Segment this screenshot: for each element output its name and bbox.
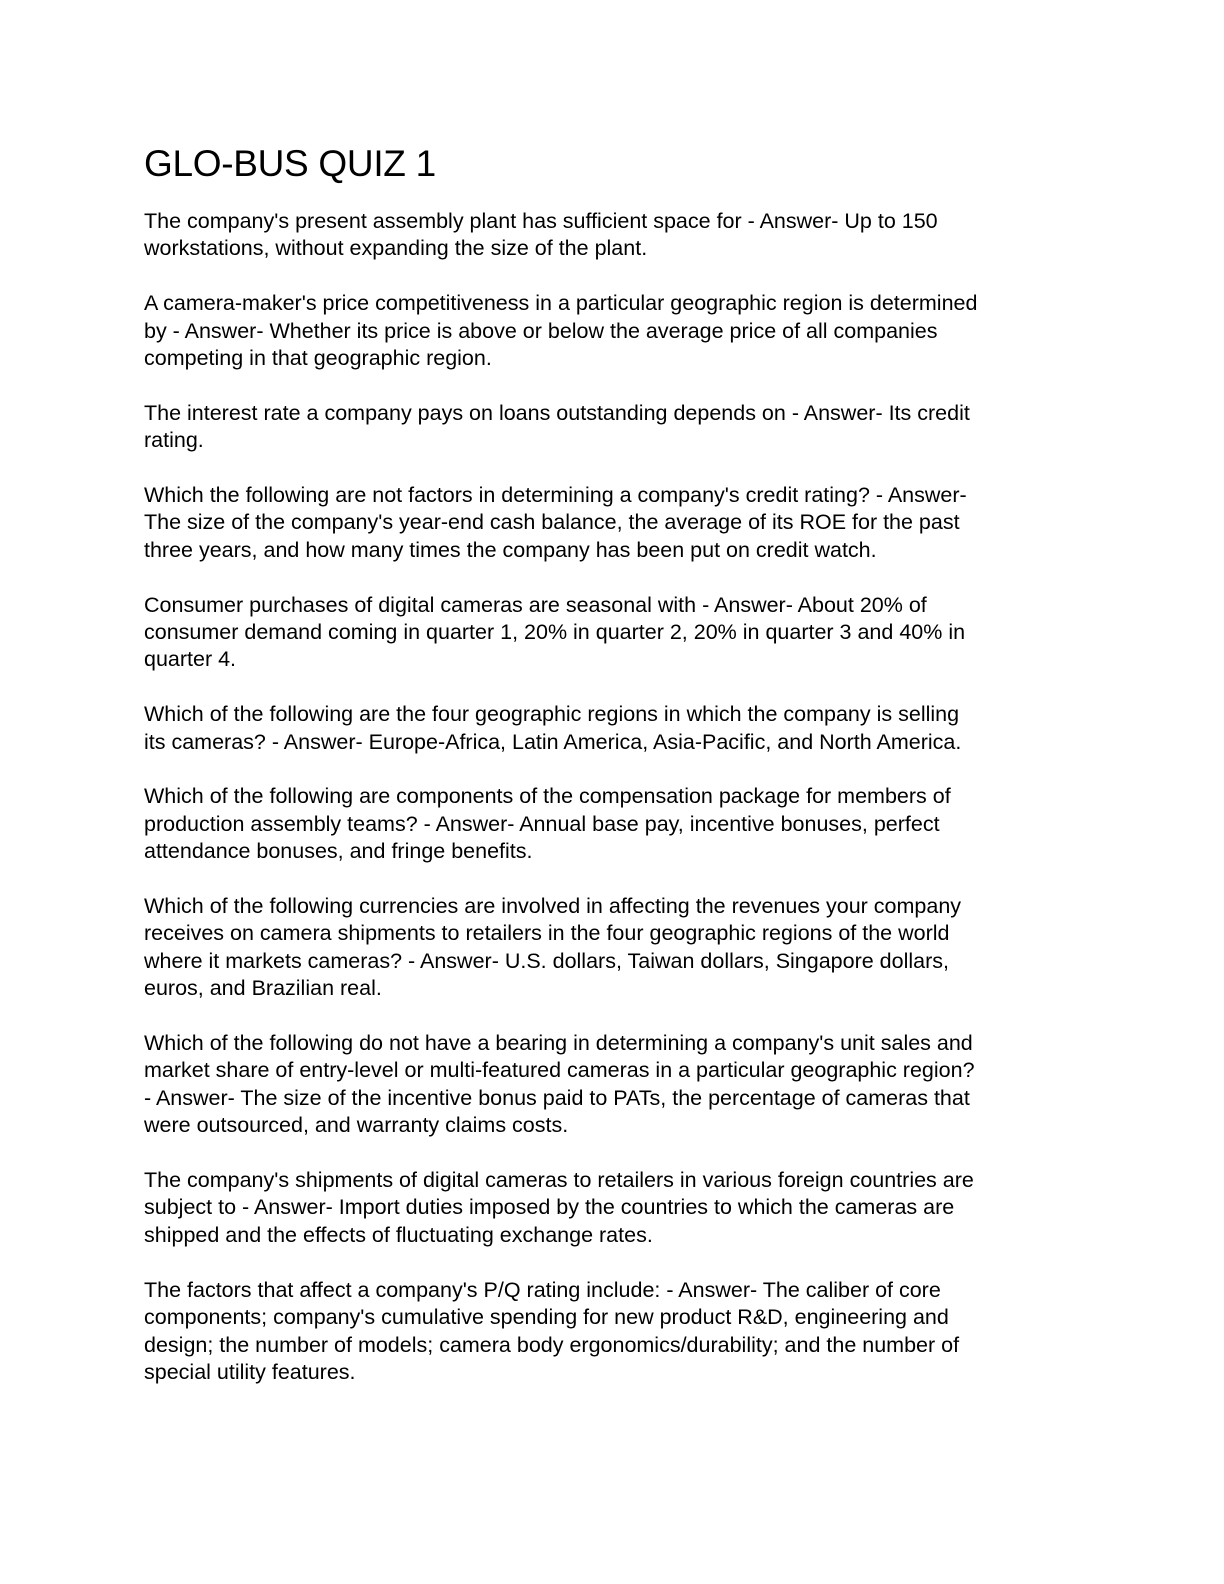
qa-item-2: A camera-maker's price competitiveness in a particular geographic region is determined by - Answer- Whether its price is above or below the average price of all companies competing in that geographic region. <box>144 291 978 371</box>
qa-item-6: Which of the following are the four geographic regions in which the company is selling its cameras? - Answer- Europe-Africa, Latin America, Asia-Pacific, and North America. <box>144 702 962 754</box>
document-title: GLO-BUS QUIZ 1 <box>144 143 436 184</box>
qa-item-4: Which the following are not factors in determining a company's credit rating? - Answer- The size of the company's year-end cash balance, the average of its ROE for the past three years, and how many times the company has been put on credit watch. <box>144 483 967 562</box>
qa-item-8: Which of the following currencies are involved in affecting the revenues your company receives on camera shipments to retailers in the four geographic regions of the world where it markets cameras? - Answer- U.S. dollars, Taiwan dollars, Singapore dollars, euros, and Brazilian real. <box>144 894 962 1001</box>
qa-item-11: The factors that affect a company's P/Q rating include: - Answer- The caliber of core components; company's cumulative spending for new product R&D, engineering and design; the number of models; camera body ergonomics/durability; and the number of special utility features. <box>144 1277 960 1384</box>
qa-item-10: The company's shipments of digital cameras to retailers in various foreign countries are subject to - Answer- Import duties imposed by the countries to which the cameras are shipped and the effects of fluctuating exchange rates. <box>144 1168 974 1247</box>
document-page <box>144 140 1084 1414</box>
qa-item-9: Which of the following do not have a bearing in determining a company's unit sales and market share of entry-level or multi-featured cameras in a particular geographic region? - Answer- The size of the incentive bonus paid to PATs, the percentage of cameras that were outsourced, and warranty claims costs. <box>144 1031 975 1138</box>
qa-item-1: The company's present assembly plant has sufficient space for - Answer- Up to 150 workstations, without expanding the size of the plant. <box>144 209 938 261</box>
qa-item-3: The interest rate a company pays on loans outstanding depends on - Answer- Its credit rating. <box>144 400 970 453</box>
qa-item-5: Consumer purchases of digital cameras are seasonal with - Answer- About 20% of consumer demand coming in quarter 1, 20% in quarter 2, 20% in quarter 3 and 40% in quarter 4. <box>144 592 966 672</box>
qa-item-7: Which of the following are components of the compensation package for members of production assembly teams? - Answer- Annual base pay, incentive bonuses, perfect attendance bonuses, and fringe benefits. <box>144 784 951 864</box>
